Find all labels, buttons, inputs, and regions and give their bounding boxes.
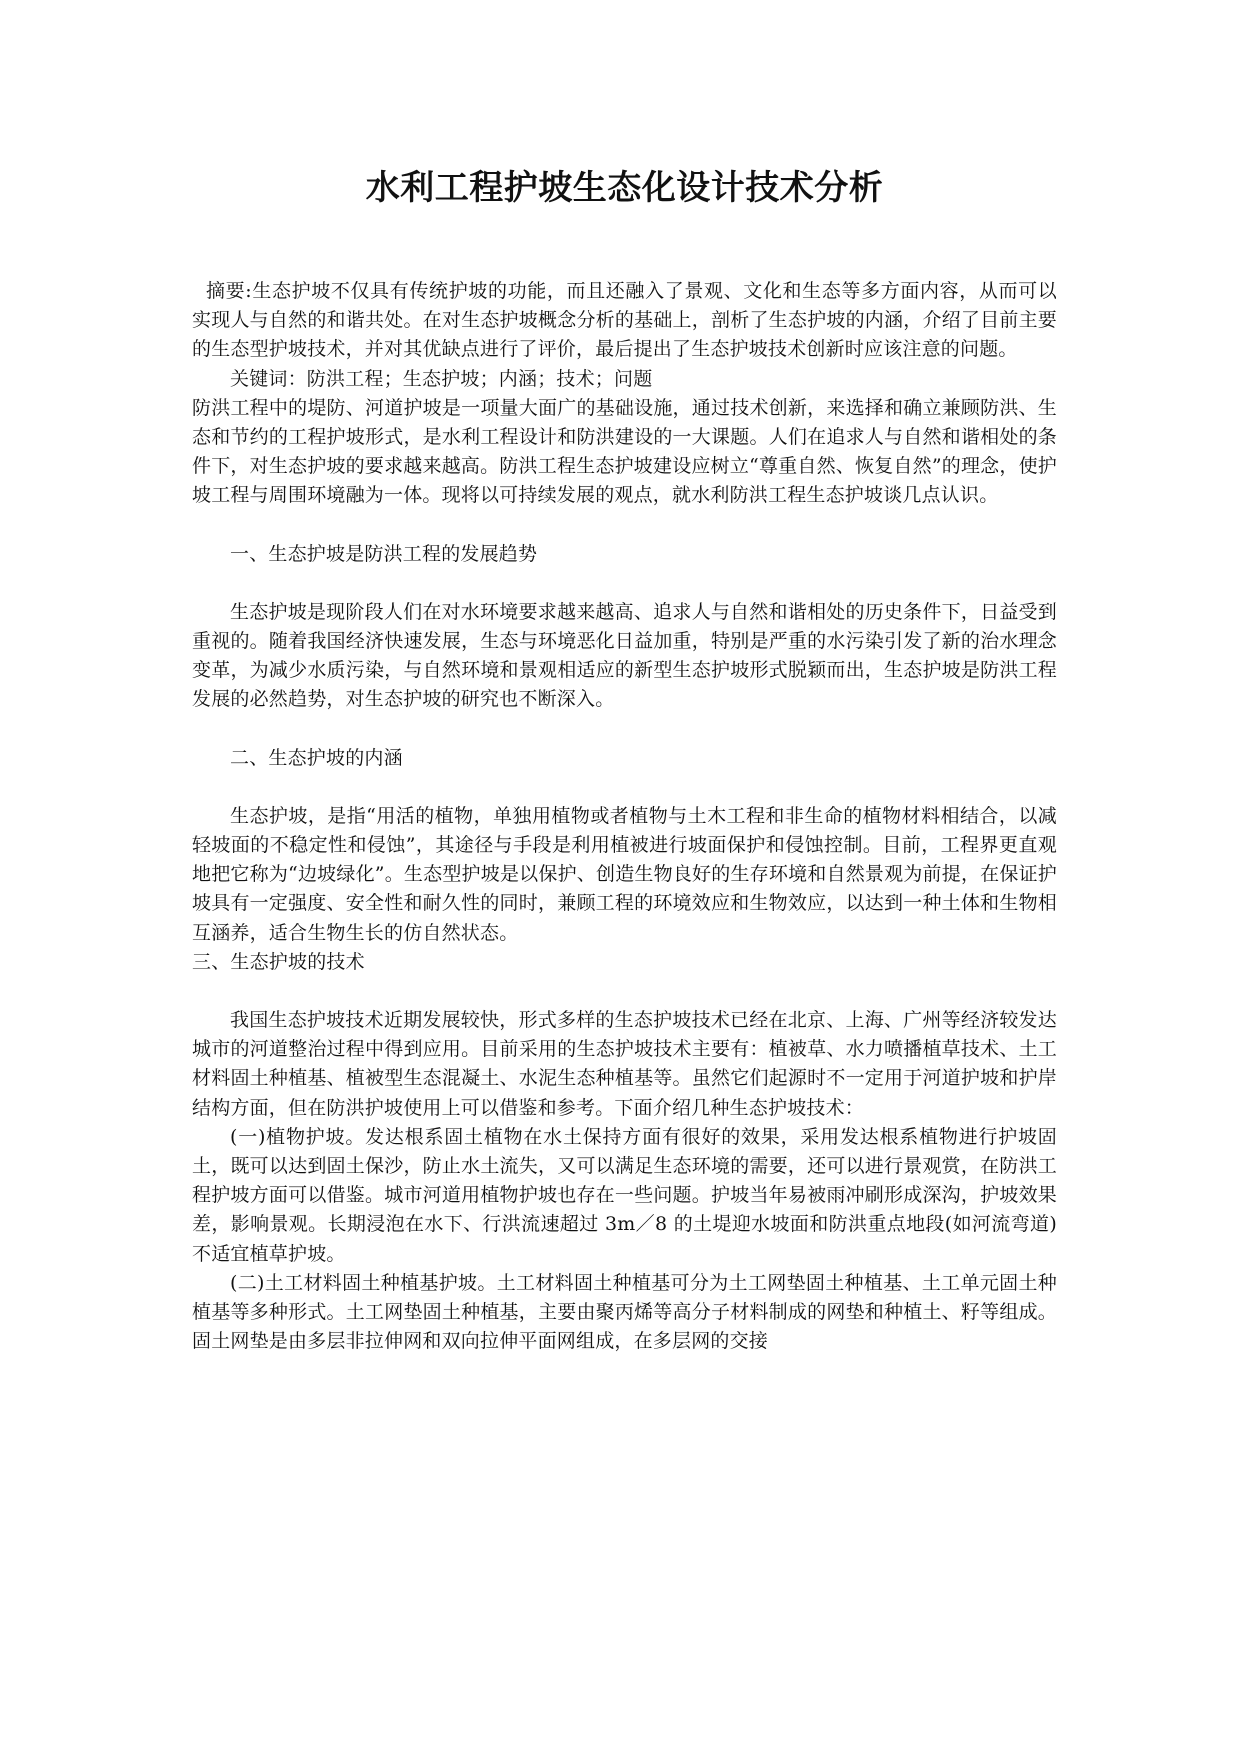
document-title: 水利工程护坡生态化设计技术分析 bbox=[365, 168, 884, 208]
abstract-text: 生态护坡不仅具有传统护坡的功能，而且还融入了景观、文化和生态等多方面内容，从而可以实现人与自然的和谐共处。在对生态护坡概念分析的基础上，剖析了生态护坡的内涵，介绍了目前主要的生态型护坡技术，并对其优缺点进行了评价，最后提出了生态护坡技术创新时应该注意的问题。 bbox=[192, 280, 1058, 361]
section-3-heading: 三、生态护坡的技术 bbox=[192, 950, 365, 973]
spacer bbox=[192, 773, 1057, 802]
spacer bbox=[192, 977, 1057, 1006]
section-2-heading: 二、生态护坡的内涵 bbox=[230, 746, 403, 769]
section-2-paragraph: 生态护坡，是指“用活的植物，单独用植物或者植物与土木工程和非生命的植物材料相结合，以减轻坡面的不稳定性和侵蚀”，其途径与手段是利用植被进行坡面保护和侵蚀控制。目前，工程界更直观地把它称为“边坡绿化”。生态型护坡是以保护、创造生物良好的生存环境和自然景观为前提，在保证护坡具有一定强度、安全性和耐久性的同时，兼顾工程的环境效应和生物效应，以达到一种土体和生物相互涵养，适合生物生长的仿自然状态。 bbox=[192, 804, 1057, 944]
spacer bbox=[192, 511, 1057, 540]
section-1-paragraph: 生态护坡是现阶段人们在对水环境要求越来越高、追求人与自然和谐相处的历史条件下，日益受到重视的。随着我国经济快速发展，生态与环境恶化日益加重，特别是严重的水污染引发了新的治水理念变革，为减少水质污染，与自然环境和景观相适应的新型生态护坡形式脱颖而出，生态护坡是防洪工程发展的必然趋势，对生态护坡的研究也不断深入。 bbox=[192, 600, 1057, 711]
section-3-paragraph-1: 我国生态护坡技术近期发展较快，形式多样的生态护坡技术已经在北京、上海、广州等经济较发达城市的河道整治过程中得到应用。目前采用的生态护坡技术主要有：植被草、水力喷播植草技术、土工材料固土种植基、植被型生态混凝土、水泥生态种植基等。虽然它们起源时不一定用于河道护坡和护岸结构方面，但在防洪护坡使用上可以借鉴和参考。下面介绍几种生态护坡技术： bbox=[192, 1009, 1057, 1119]
section-1-heading: 一、生态护坡是防洪工程的发展趋势 bbox=[230, 542, 538, 565]
document-body bbox=[192, 277, 1057, 1357]
abstract-label: 摘要: bbox=[206, 280, 252, 302]
spacer bbox=[192, 715, 1057, 744]
keywords-line: 关键词：防洪工程；生态护坡；内涵；技术；问题 bbox=[230, 367, 653, 390]
abstract-paragraph bbox=[192, 277, 1057, 365]
section-3-paragraph-2: (一)植物护坡。发达根系固土植物在水土保持方面有很好的效果，采用发达根系植物进行护坡固土，既可以达到固土保沙，防止水土流失，又可以满足生态环境的需要，还可以进行景观赏，在防洪工程护坡方面可以借鉴。城市河道用植物护坡也存在一些问题。护坡当年易被雨冲刷形成深沟，护坡效果差，影响景观。长期浸泡在水下、行洪流速超过 3m／8 的土堤迎水坡面和防洪重点地段(如河流弯道)不适宜植草护坡。 bbox=[192, 1125, 1057, 1265]
spacer bbox=[192, 569, 1057, 598]
intro-paragraph: 防洪工程中的堤防、河道护坡是一项量大面广的基础设施，通过技术创新，来选择和确立兼顾防洪、生态和节约的工程护坡形式，是水利工程设计和防洪建设的一大课题。人们在追求人与自然和谐相处的条件下，对生态护坡的要求越来越高。防洪工程生态护坡建设应树立“尊重自然、恢复自然”的理念，使护坡工程与周围环境融为一体。现将以可持续发展的观点，就水利防洪工程生态护坡谈几点认识。 bbox=[192, 396, 1057, 507]
section-3-paragraph-3: (二)土工材料固土种植基护坡。土工材料固土种植基可分为土工网垫固土种植基、土工单元固土种植基等多种形式。土工网垫固土种植基，主要由聚丙烯等高分子材料制成的网垫和种植土、籽等组成。固土网垫是由多层非拉伸网和双向拉伸平面网组成，在多层网的交接 bbox=[192, 1271, 1057, 1353]
